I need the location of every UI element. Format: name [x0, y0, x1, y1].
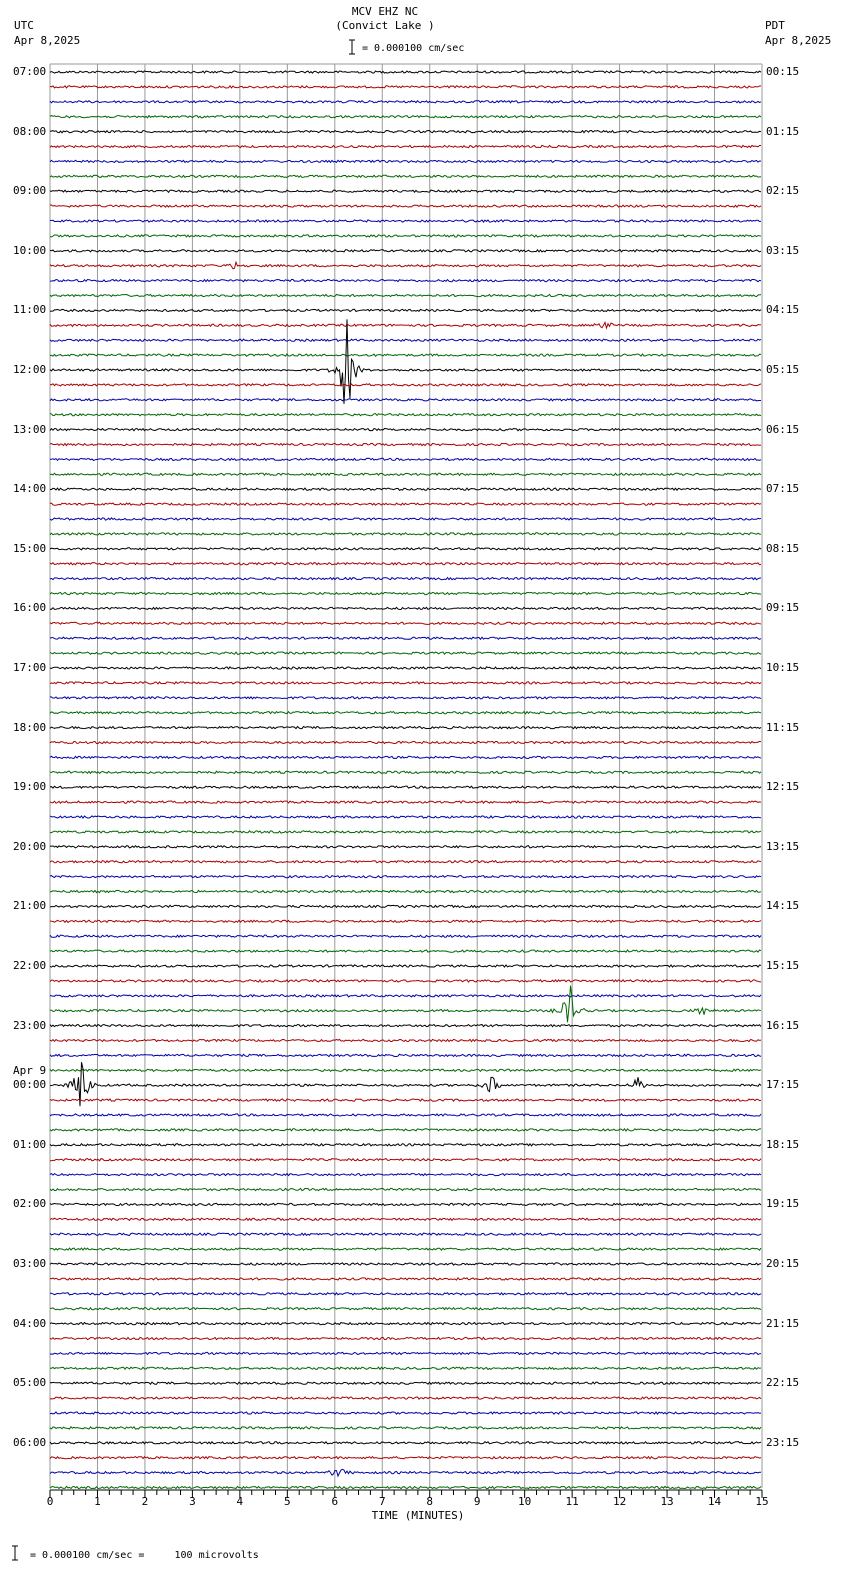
utc-hour-label: 10:00	[13, 243, 47, 257]
trace-row-11	[50, 235, 761, 237]
utc-hour-label: 04:00	[13, 1316, 47, 1330]
utc-hour-label: 13:00	[13, 422, 47, 436]
trace-row-84	[50, 1323, 761, 1325]
footer-scale-note: = 0.000100 cm/sec = 100 microvolts	[30, 1550, 259, 1561]
x-tick-label: 2	[141, 1495, 149, 1508]
pdt-hour-label: 12:15	[766, 780, 800, 794]
x-tick-label: 14	[707, 1495, 722, 1508]
trace-row-86	[50, 1352, 761, 1354]
x-tick-label: 3	[189, 1495, 196, 1508]
trace-row-47	[50, 771, 761, 773]
trace-row-76	[50, 1203, 761, 1205]
trace-row-4	[50, 131, 761, 133]
scale-label: = 0.000100 cm/sec	[362, 43, 465, 54]
trace-row-53	[50, 861, 761, 863]
trace-row-36	[50, 607, 761, 609]
pdt-hour-label: 20:15	[766, 1257, 800, 1270]
trace-row-42	[50, 697, 761, 699]
utc-hour-label: 05:00	[13, 1376, 47, 1390]
x-tick-label: 9	[473, 1495, 481, 1508]
utc-hour-label: 20:00	[13, 839, 47, 853]
trace-row-55	[50, 890, 761, 892]
pdt-hour-label: 22:15	[766, 1376, 800, 1390]
left-date: Apr 8,2025	[14, 34, 81, 47]
x-tick-label: 12	[612, 1495, 627, 1508]
right-timezone: PDT	[765, 19, 785, 32]
trace-row-50	[50, 816, 761, 818]
trace-row-22	[50, 399, 761, 401]
trace-row-27	[50, 473, 761, 475]
utc-hour-label: 12:00	[13, 363, 47, 376]
station-title: MCV EHZ NC	[351, 5, 419, 18]
trace-row-37	[50, 622, 761, 624]
trace-row-9	[50, 205, 761, 207]
utc-hour-label: 09:00	[13, 184, 47, 198]
x-tick-label: 4	[236, 1495, 244, 1508]
trace-row-82	[50, 1293, 761, 1295]
left-timezone: UTC	[14, 19, 34, 32]
trace-row-71	[50, 1129, 761, 1131]
trace-row-92	[50, 1442, 761, 1444]
pdt-hour-label: 01:15	[766, 124, 800, 138]
utc-hour-label: 14:00	[13, 482, 47, 496]
trace-group	[50, 71, 761, 1489]
utc-hour-label: 08:00	[13, 124, 47, 138]
trace-row-79	[50, 1248, 761, 1250]
trace-row-73	[50, 1159, 761, 1161]
pdt-hour-label: 17:15	[766, 1078, 800, 1092]
trace-row-75	[50, 1188, 761, 1190]
x-axis-label: TIME (MINUTES)	[371, 1509, 465, 1522]
pdt-hour-label: 09:15	[766, 601, 800, 615]
utc-hour-label: 07:00	[13, 65, 47, 78]
utc-hour-label: 21:00	[13, 899, 47, 913]
trace-row-61	[50, 980, 761, 982]
trace-row-88	[50, 1382, 761, 1384]
trace-row-94	[50, 1469, 761, 1476]
trace-row-19	[50, 354, 761, 356]
utc-hour-label: 22:00	[13, 959, 47, 972]
trace-row-17	[50, 322, 761, 328]
pdt-hour-label: 02:15	[766, 184, 800, 198]
utc-hour-label: 17:00	[13, 661, 47, 674]
trace-row-85	[50, 1337, 761, 1339]
trace-row-35	[50, 592, 761, 594]
x-tick-label: 5	[284, 1495, 291, 1508]
x-tick-label: 7	[378, 1495, 386, 1508]
trace-row-38	[50, 637, 761, 639]
trace-row-65	[50, 1039, 761, 1041]
utc-hour-label: 00:00	[13, 1078, 47, 1092]
utc-hour-label: 23:00	[13, 1018, 47, 1032]
trace-row-90	[50, 1412, 761, 1414]
trace-row-70	[50, 1114, 761, 1116]
trace-row-8	[50, 190, 761, 192]
x-tick-label: 11	[565, 1495, 579, 1508]
utc-hour-label: 16:00	[13, 601, 47, 615]
trace-row-3	[50, 116, 761, 118]
trace-row-12	[50, 250, 761, 252]
x-tick-label: 13	[660, 1495, 674, 1508]
trace-row-45	[50, 741, 761, 743]
trace-row-18	[50, 339, 761, 341]
trace-row-87	[50, 1367, 761, 1369]
trace-row-24	[50, 429, 761, 431]
trace-row-89	[50, 1397, 761, 1399]
trace-row-23	[50, 414, 761, 416]
trace-row-21	[50, 384, 761, 386]
trace-row-16	[50, 309, 761, 311]
trace-row-51	[50, 831, 761, 833]
pdt-hour-label: 19:15	[766, 1197, 800, 1211]
trace-row-14	[50, 280, 761, 282]
x-tick-label: 6	[331, 1495, 339, 1508]
trace-row-29	[50, 503, 761, 505]
utc-hour-label: 11:00	[13, 303, 47, 317]
trace-row-63	[50, 986, 761, 1023]
x-tick-label: 10	[518, 1495, 532, 1508]
trace-row-46	[50, 756, 761, 758]
trace-row-91	[50, 1427, 761, 1429]
pdt-hour-label: 14:15	[766, 899, 800, 913]
scale-bar-icon	[12, 40, 355, 1560]
utc-hour-label: 03:00	[13, 1257, 47, 1270]
trace-row-52	[50, 846, 761, 848]
pdt-hour-label: 16:15	[766, 1018, 800, 1032]
trace-row-34	[50, 578, 761, 580]
trace-row-30	[50, 518, 761, 520]
x-tick-label: 15	[755, 1495, 769, 1508]
trace-row-31	[50, 533, 761, 535]
trace-row-41	[50, 682, 761, 684]
trace-row-54	[50, 876, 761, 878]
trace-row-58	[50, 935, 761, 937]
pdt-hour-label: 06:15	[766, 422, 800, 436]
trace-row-66	[50, 1054, 761, 1056]
trace-row-49	[50, 801, 761, 803]
trace-row-28	[50, 488, 761, 490]
trace-row-40	[50, 667, 761, 669]
pdt-hour-label: 11:15	[766, 720, 800, 734]
trace-row-13	[50, 262, 761, 269]
x-tick-label: 0	[46, 1495, 54, 1508]
pdt-hour-label: 13:15	[766, 839, 800, 853]
utc-hour-label: 19:00	[13, 780, 47, 794]
trace-row-62	[50, 995, 761, 997]
utc-hour-label: 15:00	[13, 541, 47, 555]
pdt-hour-label: 07:15	[766, 482, 800, 496]
pdt-hour-label: 00:15	[766, 65, 800, 78]
pdt-hour-label: 15:15	[766, 959, 800, 972]
utc-date-change-label: Apr 9	[13, 1064, 47, 1078]
x-tick-label: 8	[426, 1495, 434, 1508]
pdt-hour-label: 23:15	[766, 1435, 800, 1449]
trace-row-69	[50, 1099, 761, 1101]
pdt-hour-label: 21:15	[766, 1316, 800, 1330]
trace-row-95	[50, 1486, 761, 1488]
trace-row-43	[50, 712, 761, 714]
trace-row-48	[50, 786, 761, 788]
trace-row-39	[50, 652, 761, 654]
trace-row-5	[50, 145, 761, 147]
pdt-hour-label: 10:15	[766, 661, 800, 674]
trace-row-6	[50, 160, 761, 162]
pdt-hour-label: 04:15	[766, 303, 800, 317]
utc-hour-label: 18:00	[13, 720, 47, 734]
trace-row-25	[50, 443, 761, 445]
trace-row-60	[50, 965, 761, 967]
pdt-hour-label: 03:15	[766, 243, 800, 257]
pdt-hour-label: 05:15	[766, 363, 800, 376]
trace-row-15	[50, 294, 761, 296]
trace-row-26	[50, 458, 761, 460]
trace-row-74	[50, 1174, 761, 1176]
x-tick-label: 1	[94, 1495, 101, 1508]
trace-row-78	[50, 1233, 761, 1235]
trace-row-59	[50, 950, 761, 952]
trace-row-81	[50, 1278, 761, 1280]
minute-grid	[50, 64, 762, 1488]
trace-row-1	[50, 86, 761, 88]
trace-row-93	[50, 1457, 761, 1459]
trace-row-0	[50, 71, 761, 73]
trace-row-10	[50, 220, 761, 222]
trace-row-32	[50, 548, 761, 550]
trace-row-67	[50, 1069, 761, 1071]
trace-row-64	[50, 1025, 761, 1027]
utc-hour-label: 06:00	[13, 1435, 47, 1449]
station-location: (Convict Lake )	[335, 19, 435, 32]
utc-hour-label: 02:00	[13, 1197, 47, 1211]
trace-row-80	[50, 1263, 761, 1265]
trace-row-57	[50, 920, 761, 922]
trace-row-7	[50, 175, 761, 177]
trace-row-2	[50, 101, 761, 103]
trace-row-72	[50, 1144, 761, 1146]
utc-hour-label: 01:00	[13, 1137, 47, 1151]
trace-row-44	[50, 727, 761, 729]
trace-row-33	[50, 563, 761, 565]
trace-row-77	[50, 1218, 761, 1220]
trace-row-83	[50, 1308, 761, 1310]
time-axis	[50, 1490, 762, 1498]
right-date: Apr 8,2025	[765, 34, 832, 47]
pdt-hour-label: 18:15	[766, 1137, 800, 1151]
trace-row-20	[50, 319, 761, 404]
pdt-hour-label: 08:15	[766, 541, 800, 555]
trace-row-56	[50, 905, 761, 907]
